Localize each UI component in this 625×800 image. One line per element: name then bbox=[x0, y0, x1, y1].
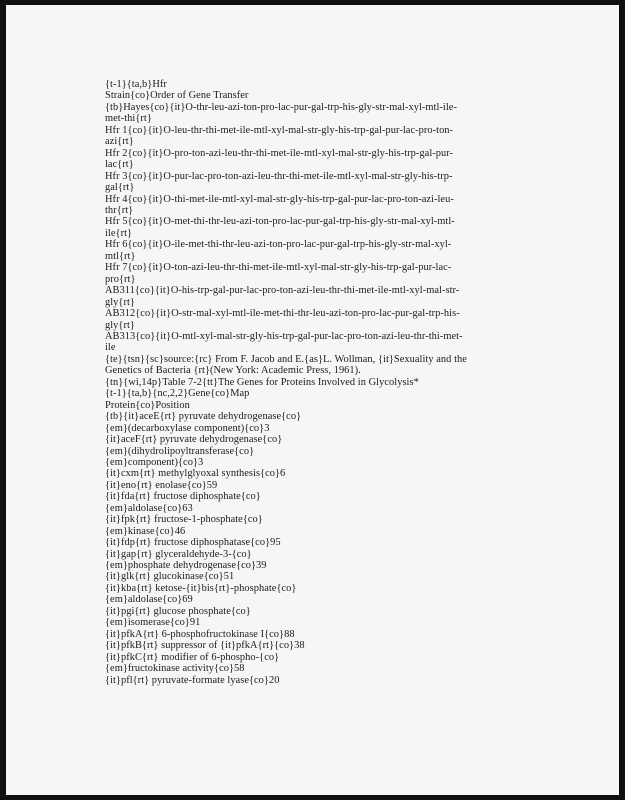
text-line: {t-1}{ta,b}{nc,2,2}Gene{co}Map bbox=[105, 388, 250, 400]
text-line: {it}fdp{rt} fructose diphosphatase{co}95 bbox=[105, 537, 281, 549]
text-line: gal{rt} bbox=[105, 182, 135, 194]
text-line: {tb}{it}aceE{rt} pyruvate dehydrogenase{co} bbox=[105, 411, 302, 423]
text-line: Hfr 7{co}{it}O-ton-azi-leu-thr-thi-met-ile-mtl-xyl-mal-str-gly-his-trp-gal-pur-lac- bbox=[105, 262, 452, 274]
text-line: Hfr 1{co}{it}O-leu-thr-thi-met-ile-mtl-xyl-mal-str-gly-his-trp-gal-pur-lac-pro-ton- bbox=[105, 124, 454, 136]
text-line: azi{rt} bbox=[105, 136, 134, 148]
document-text bbox=[105, 79, 525, 686]
text-line: Hfr 6{co}{it}O-ile-met-thi-thr-leu-azi-ton-pro-lac-pur-gal-trp-his-gly-str-mal-xyl- bbox=[105, 239, 452, 251]
text-line: ile{rt} bbox=[105, 227, 133, 239]
text-line: {it}cxm{rt} methylglyoxal synthesis{co}6 bbox=[105, 468, 286, 480]
text-line: ile bbox=[105, 342, 116, 354]
text-line: {em}fructokinase activity{co}58 bbox=[105, 663, 245, 675]
text-line: Genetics of Bacteria {rt}(New York: Academic Press, 1961). bbox=[105, 365, 361, 377]
text-line: {it}pfkC{rt} modifier of 6-phospho-{co} bbox=[105, 651, 280, 663]
text-line: Hfr 3{co}{it}O-pur-lac-pro-ton-azi-leu-thr-thi-met-ile-mtl-xyl-mal-str-gly-his-trp- bbox=[105, 170, 453, 182]
text-line: {it}fda{rt} fructose diphosphate{co} bbox=[105, 491, 261, 503]
text-line: met-thi{rt} bbox=[105, 113, 152, 125]
text-line: lac{rt} bbox=[105, 159, 134, 171]
text-line: Protein{co}Position bbox=[105, 399, 190, 411]
text-line: {em}isomerase{co}91 bbox=[105, 617, 201, 629]
text-line: {it}eno{rt} enolase{co}59 bbox=[105, 479, 218, 491]
text-line: {em}phosphate dehydrogenase{co}39 bbox=[105, 560, 267, 572]
text-line: thr{rt} bbox=[105, 204, 134, 216]
text-line: gly{rt} bbox=[105, 296, 135, 308]
text-line: {it}kba{rt} ketose-{it}bis{rt}-phosphate{co} bbox=[105, 582, 297, 594]
text-line: {em}component){co}3 bbox=[105, 456, 204, 468]
text-line: gly{rt} bbox=[105, 319, 135, 331]
text-line: {em}aldolase{co}69 bbox=[105, 594, 193, 606]
text-line: {it}fpk{rt} fructose-1-phosphate{co} bbox=[105, 514, 263, 526]
text-line: {tn}{wi,14p}Table 7-2{tt}The Genes for Proteins Involved in Glycolysis* bbox=[105, 376, 419, 388]
text-line: Hfr 5{co}{it}O-met-thi-thr-leu-azi-ton-pro-lac-pur-gal-trp-his-gly-str-mal-xyl-mtl- bbox=[105, 216, 455, 228]
text-line: {it}aceF{rt} pyruvate dehydrogenase{co} bbox=[105, 434, 283, 446]
text-line: AB311{co}{it}O-his-trp-gal-pur-lac-pro-ton-azi-leu-thr-thi-met-ile-mtl-xyl-mal-str- bbox=[105, 285, 460, 297]
text-line: Hfr 4{co}{it}O-thi-met-ile-mtl-xyl-mal-str-gly-his-trp-gal-pur-lac-pro-ton-azi-leu- bbox=[105, 193, 454, 205]
text-line: {t-1}{ta,b}Hfr bbox=[105, 79, 167, 90]
text-line: {it}glk{rt} glucokinase{co}51 bbox=[105, 571, 235, 583]
text-line: {it}pfkB{rt} suppressor of {it}pfkA{rt}{co}38 bbox=[105, 640, 305, 652]
text-line: Hfr 2{co}{it}O-pro-ton-azi-leu-thr-thi-met-ile-mtl-xyl-mal-str-gly-his-trp-gal-pur- bbox=[105, 147, 454, 159]
text-line: {em}(dihydrolipoyltransferase{co} bbox=[105, 445, 255, 457]
text-line: {em}aldolase{co}63 bbox=[105, 502, 193, 514]
text-line: Strain{co}Order of Gene Transfer bbox=[105, 90, 249, 102]
text-line: {em}kinase{co}46 bbox=[105, 525, 186, 537]
text-line: mtl{rt} bbox=[105, 250, 136, 262]
text-line: AB313{co}{it}O-mtl-xyl-mal-str-gly-his-trp-gal-pur-lac-pro-ton-azi-leu-thr-thi-met- bbox=[105, 330, 463, 342]
text-line: AB312{co}{it}O-str-mal-xyl-mtl-ile-met-thi-thr-leu-azi-ton-pro-lac-pur-gal-trp-his- bbox=[105, 308, 460, 320]
text-line: {em}(decarboxylase component){co}3 bbox=[105, 422, 270, 434]
text-line: {it}pgi{rt} glucose phosphate{co} bbox=[105, 605, 251, 617]
text-line: {tb}Hayes{co}{it}O-thr-leu-azi-ton-pro-lac-pur-gal-trp-his-gly-str-mal-xyl-mtl-ile- bbox=[105, 101, 457, 113]
color-calibration-strip bbox=[6, 789, 619, 792]
document-page bbox=[6, 5, 619, 795]
text-line: {te}{tsn}{sc}source:{rc} From F. Jacob and E.{as}L. Wollman, {it}Sexuality and the bbox=[105, 353, 467, 365]
text-line: pro{rt} bbox=[105, 273, 136, 285]
text-line: {it}pfkA{rt} 6-phosphofructokinase I{co}88 bbox=[105, 628, 295, 640]
text-line: {it}pfl{rt} pyruvate-formate lyase{co}20 bbox=[105, 674, 280, 686]
text-line: {it}gap{rt} glyceraldehyde-3-{co} bbox=[105, 548, 252, 560]
